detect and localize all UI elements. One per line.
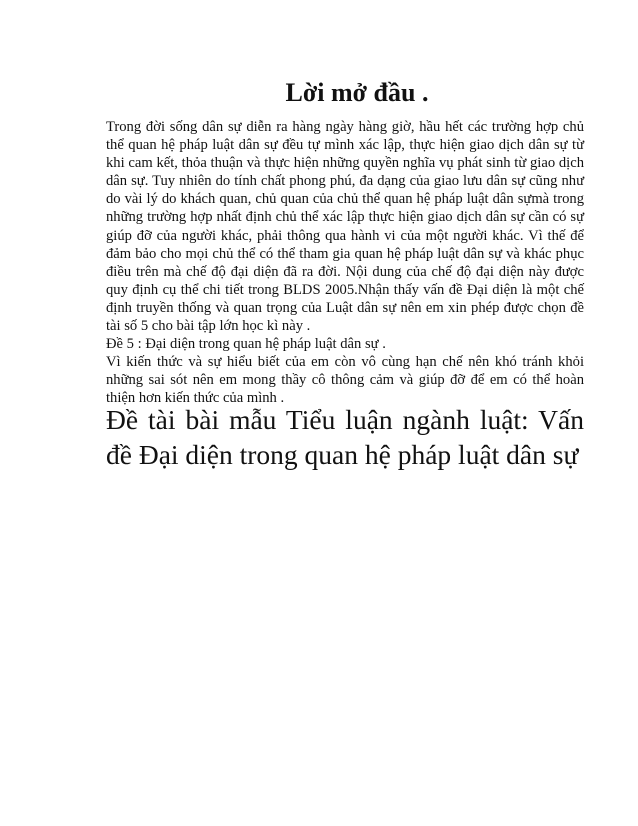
heading: Lời mở đầu . [285,78,429,107]
body-text [106,118,584,408]
paragraph-intro: Trong đời sống dân sự diễn ra hàng ngày hàng giờ, hầu hết các trường hợp chủ thể quan hệ pháp luật dân sự đều tự mình xác lập, thực hiện giao dịch dân sự từ khi cam kết, thỏa thuận và thực hiện những quyền nghĩa vụ phát sinh từ giao dịch dân sự. Tuy nhiên do tính chất phong phú, đa dạng của giao lưu dân sự cũng như do vài lý do khách quan, chủ quan của chủ thể quan hệ pháp luật dân sựmà trong những trường hợp nhất định chủ thể xác lập thực hiện giao dịch dân sự cần có sự giúp đỡ của người khác, phải thông qua hành vi của một người khác. Vì thế để đảm bảo cho mọi chủ thể có thể tham gia quan hệ pháp luật dân sự và khác phục điều trên mà chế độ đại diện đã ra đời. Nội dung của chế độ đại diện này được quy định cụ thể chi tiết trong BLDS 2005.Nhận thấy vấn đề Đại diện là một chế định truyền thống và quan trọng của Luật dân sự nên em xin phép được chọn đề tài số 5 cho bài tập lớn học kì này . [106,119,584,335]
paragraph-topic: Đề 5 : Đại diện trong quan hệ pháp luật dân sự . [106,336,386,353]
document-title: Đề tài bài mẫu Tiểu luận ngành luật: Vấn đề Đại diện trong quan hệ pháp luật dân sự [106,404,584,470]
paragraph-closing: Vì kiến thức và sự hiểu biết của em còn vô cùng hạn chế nên khó tránh khỏi những sai sót nên em mong thầy cô thông cảm và giúp đỡ để em có thể hoàn thiện hơn kiến thức của mình . [106,354,584,407]
